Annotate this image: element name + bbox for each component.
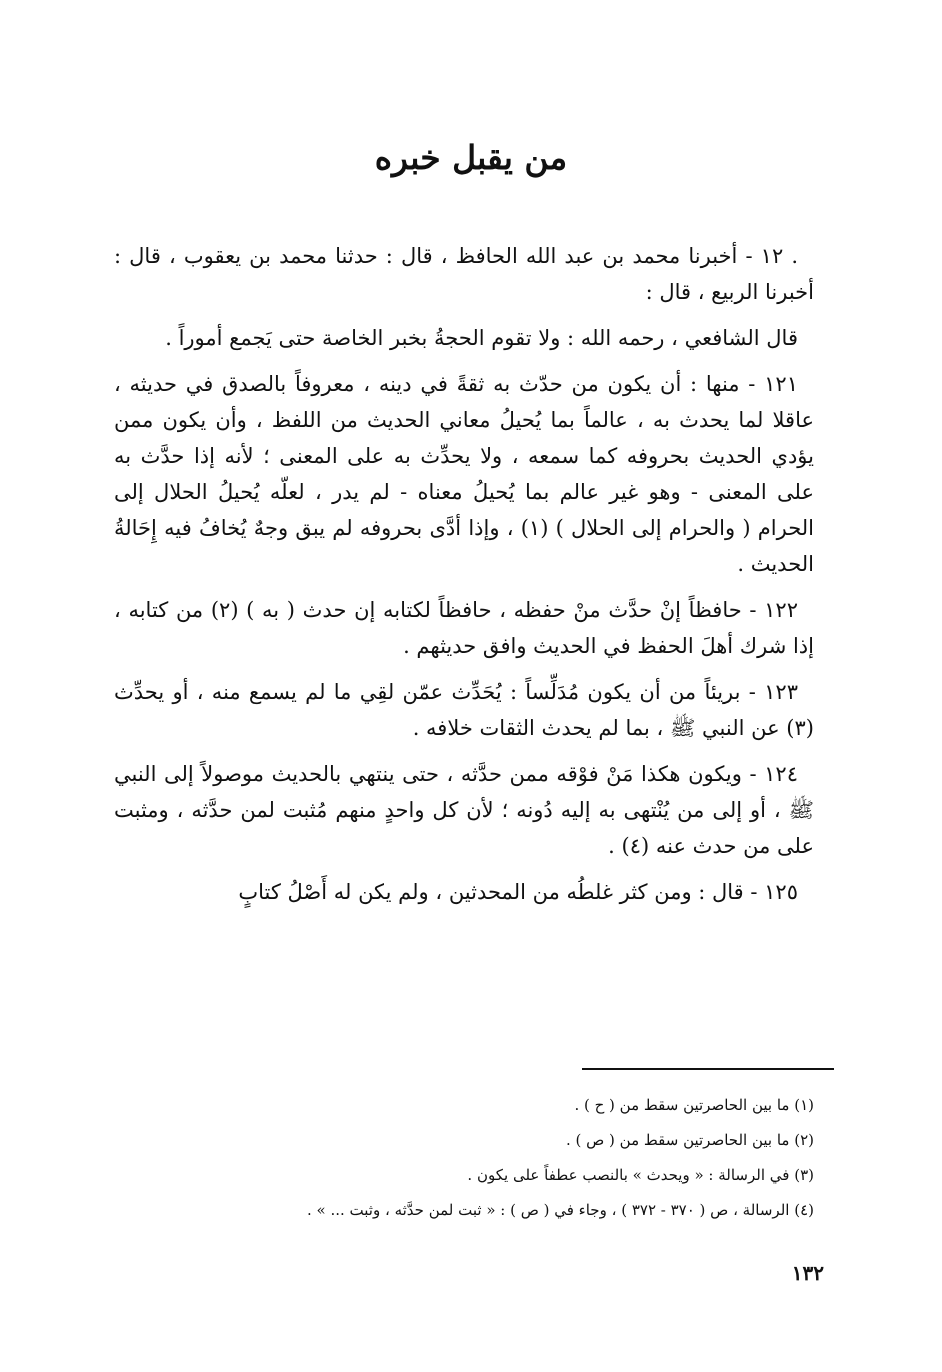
- footnote-1: (١) ما بين الحاصرتين سقط من ( ح ) .: [574, 1096, 814, 1114]
- footnote-4: (٤) الرسالة ، ص ( ٣٧٠ - ٣٧٢ ) ، وجاء في ( ص ) : « ثبت لمن حدَّثه ، وثبت ... » .: [306, 1201, 814, 1219]
- paragraph-12: . ١٢ - أخبرنا محمد بن عبد الله الحافظ ، قال : حدثنا محمد بن يعقوب ، قال : أخبرنا الربيع ، قال :: [114, 244, 814, 304]
- footnote-divider: [582, 1068, 834, 1070]
- paragraph-125: ١٢٥ - قال : ومن كثر غلطُه من المحدثين ، ولم يكن له أَصْلُ كتابٍ: [238, 880, 798, 904]
- paragraph-shafii-quote: قال الشافعي ، رحمه الله : ولا تقوم الحجةُ بخبر الخاصة حتى يَجمع أموراً .: [165, 326, 798, 350]
- main-text: [114, 238, 814, 920]
- footnote-3: (٣) في الرسالة : « ويحدث » بالنصب عطفاً على يكون .: [467, 1166, 814, 1184]
- footnotes: [114, 1088, 814, 1228]
- paragraph-122: ١٢٢ - حافظاً إنْ حدَّث منْ حفظه ، حافظاً لكتابه إن حدث ( به ) (٢) من كتابه ، إذا شرك أهلَ الحفظ في الحديث وافق حديثهم .: [114, 598, 814, 658]
- paragraph-124: ١٢٤ - ويكون هكذا مَنْ فوْقه ممن حدَّثه ، حتى ينتهي بالحديث موصولاً إلى النبي ﷺ ، أو إلى من يُنْتهى به إليه دُونه ؛ لأن كل واحدٍ منهم مُثبت لمن حدَّثه ، ومثبت على من حدث عنه (٤) .: [114, 762, 814, 858]
- paragraph-121: ١٢١ - منها : أن يكون من حدّث به ثقةً في دينه ، معروفاً بالصدق في حديثه ، عاقلا لما يحدث به ، عالماً بما يُحيلُ معاني الحديث من اللفظ ، وأن يكون ممن يؤدي الحديث بحروفه كما سمعه ، ولا يحدِّث به على المعنى ؛ لأنه إذا حدَّث به على المعنى - وهو غير عالم بما يُحيلُ معناه - لم يدر ، لعلّه يُحيلُ الحلال إلى الحرام ( والحرام إلى الحلال ) (١) ، وإذا أدَّى بحروفه لم يبق وجهٌ يُخافُ فيه إِحَالةُ الحديث .: [114, 372, 814, 576]
- chapter-title: من يقبل خبره: [374, 138, 568, 177]
- footnote-2: (٢) ما بين الحاصرتين سقط من ( ص ) .: [566, 1131, 814, 1149]
- paragraph-123: ١٢٣ - بريئاً من أن يكون مُدَلِّساً : يُحَدِّث عمّن لقِي ما لم يسمع منه ، أو يحدِّث (٣) عن النبي ﷺ ، بما لم يحدث الثقات خلافه .: [114, 680, 814, 740]
- page-number: ١٣٢: [791, 1261, 824, 1285]
